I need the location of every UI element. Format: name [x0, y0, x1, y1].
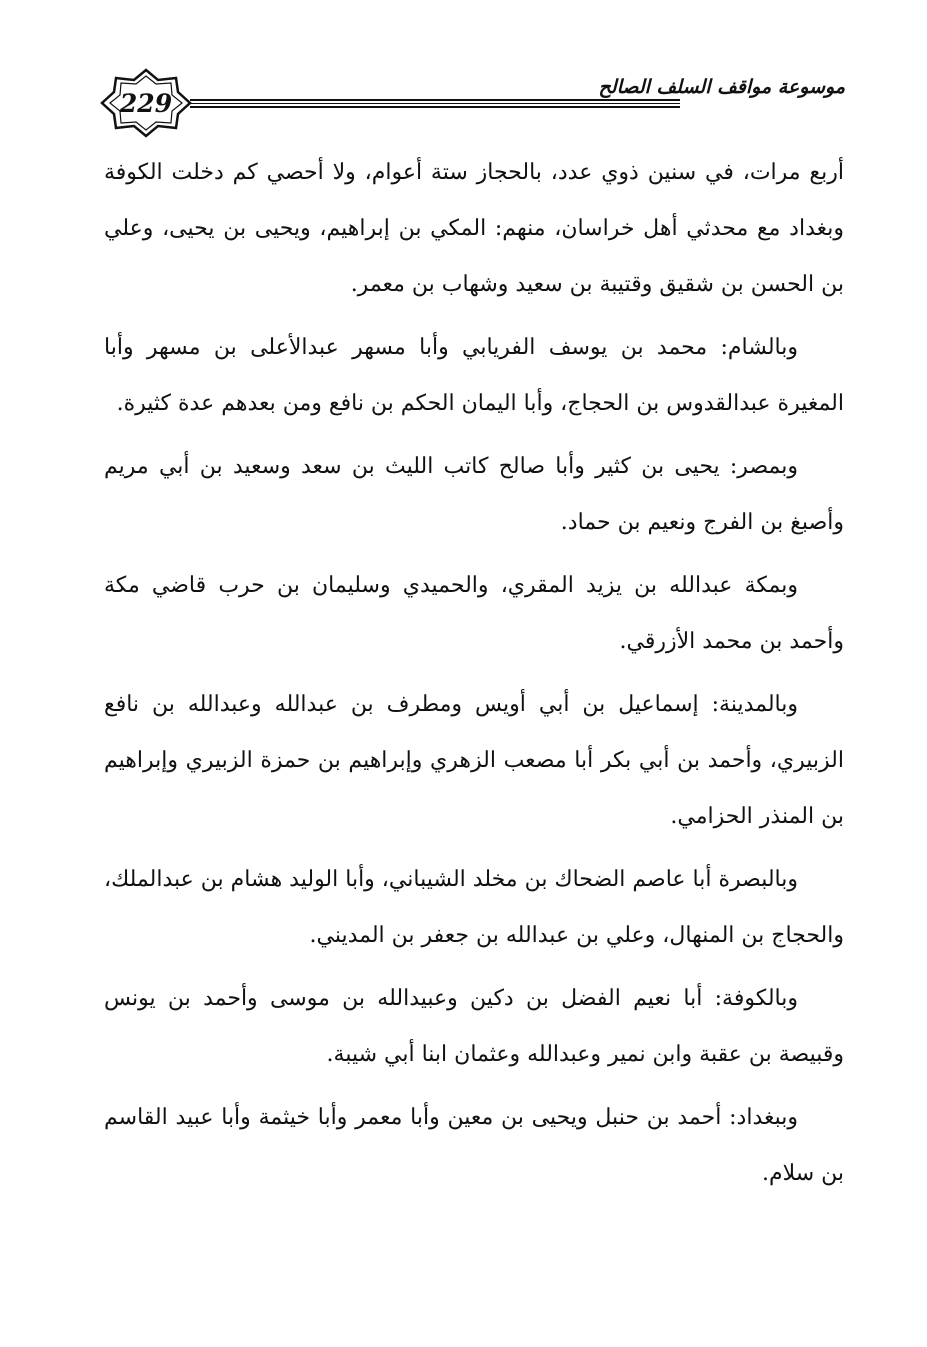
page-body [104, 145, 844, 1202]
header-rule [190, 99, 680, 108]
paragraph-intro: أربع مرات، في سنين ذوي عدد، بالحجاز ستة أعوام، ولا أحصي كم دخلت الكوفة وبغداد مع محدثي أهل خراسان، منهم: المكي بن إبراهيم، ويحيى بن يحيى، وعلي بن الحسن بن شقيق وقتيبة بن سعيد وشهاب بن معمر. [104, 160, 844, 297]
paragraph-makkah: وبمكة عبدالله بن يزيد المقري، والحميدي وسليمان بن حرب قاضي مكة وأحمد بن محمد الأزرقي. [104, 573, 844, 654]
paragraph-basra: وبالبصرة أبا عاصم الضحاك بن مخلد الشيباني، وأبا الوليد هشام بن عبدالملك، والحجاج بن المنهال، وعلي بن عبدالله بن جعفر بن المديني. [104, 867, 844, 948]
paragraph-sham: وبالشام: محمد بن يوسف الفريابي وأبا مسهر عبدالأعلى بن مسهر وأبا المغيرة عبدالقدوس بن الحجاج، وأبا اليمان الحكم بن نافع ومن بعدهم عدة كثيرة. [104, 335, 844, 416]
page-header [100, 68, 845, 138]
paragraph-madinah: وبالمدينة: إسماعيل بن أبي أويس ومطرف بن عبدالله وعبدالله بن نافع الزبيري، وأحمد بن أبي بكر أبا مصعب الزهري وإبراهيم بن حمزة الزبيري وإبراهيم بن المنذر الحزامي. [104, 692, 844, 829]
paragraph-egypt: وبمصر: يحيى بن كثير وأبا صالح كاتب الليث بن سعد وسعيد بن أبي مريم وأصبغ بن الفرج ونعيم بن حماد. [104, 454, 844, 535]
page-number: 229 [119, 88, 173, 118]
page-number-badge [100, 68, 192, 138]
series-title: موسوعة مواقف السلف الصالح [598, 76, 845, 98]
paragraph-kufa: وبالكوفة: أبا نعيم الفضل بن دكين وعبيدالله بن موسى وأحمد بن يونس وقبيصة بن عقبة وابن نمير وعبدالله وعثمان ابنا أبي شيبة. [104, 986, 844, 1067]
paragraph-baghdad: وببغداد: أحمد بن حنبل ويحيى بن معين وأبا معمر وأبا خيثمة وأبا عبيد القاسم بن سلام. [104, 1105, 844, 1186]
